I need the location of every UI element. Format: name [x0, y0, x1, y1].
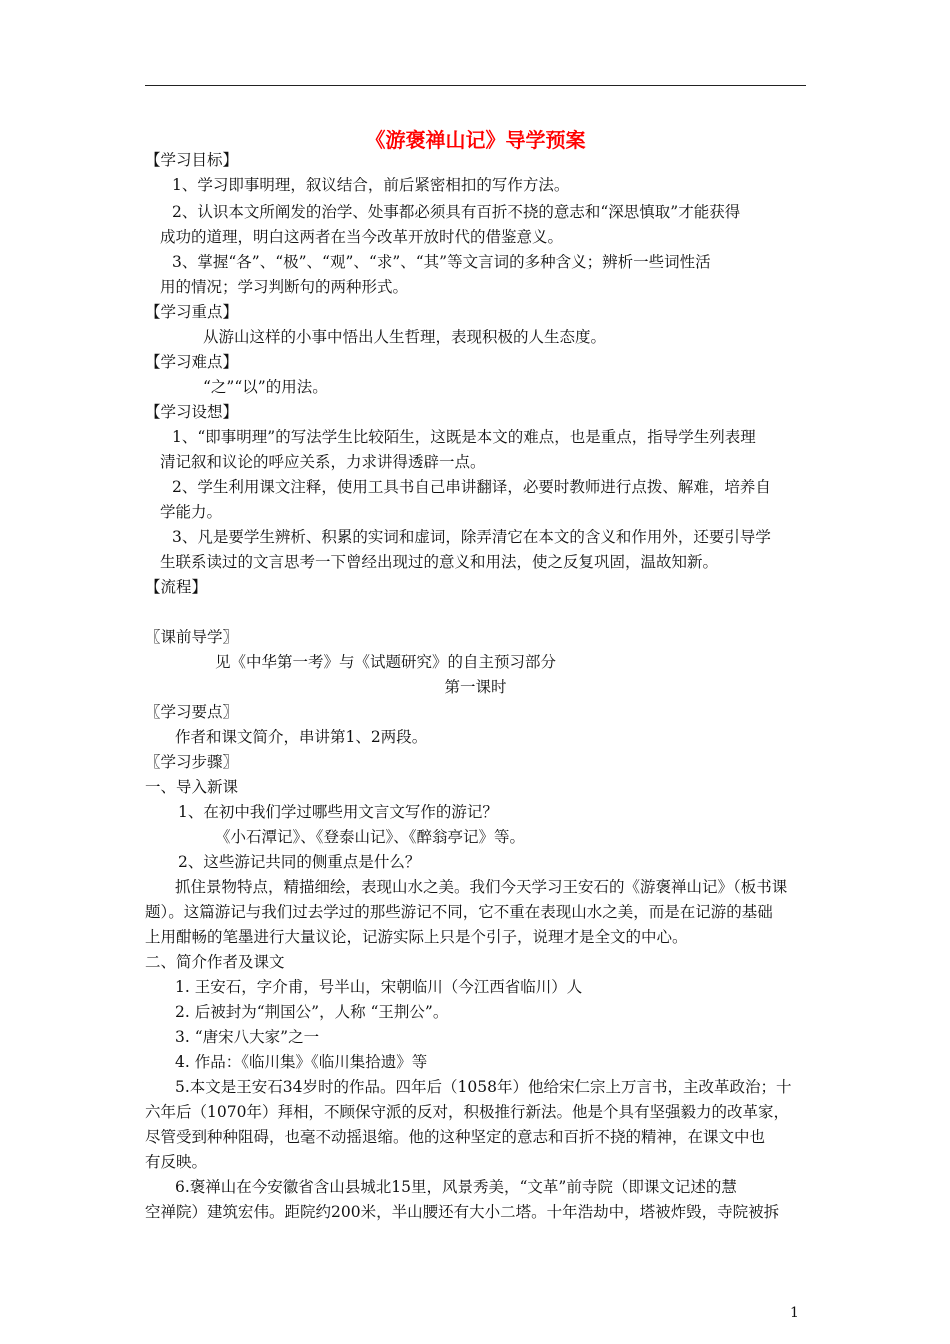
- section-heading-process: 【流程】: [145, 578, 208, 596]
- author-item-5-cont-3: 有反映。: [145, 1153, 208, 1171]
- lesson-heading: 第一课时: [444, 678, 507, 696]
- objective-1: 1、学习即事明理，叙议结合，前后紧密相扣的写作方法。: [172, 176, 570, 194]
- design-3: 3、凡是要学生辨析、积累的实词和虚词，除弄清它在本文的含义和作用外，还要引导学: [172, 528, 771, 546]
- design-2: 2、学生利用课文注释，使用工具书自己串讲翻译，必要时教师进行点拨、解难，培养自: [172, 478, 771, 496]
- author-item-6-cont: 空禅院）建筑宏伟。距院约200米，半山腰还有大小二塔。十年浩劫中，塔被炸毁，寺院被拆: [145, 1203, 780, 1221]
- author-item-5-cont-2: 尽管受到种种阻碍，也毫不动摇退缩。他的这种坚定的意志和百折不挠的精神，在课文中也: [145, 1128, 766, 1146]
- design-2-cont: 学能力。: [160, 503, 223, 521]
- author-item-6: 6.褒禅山在今安徽省含山县城北15里，风景秀美，“文革”前寺院（即课文记述的慧: [175, 1178, 737, 1196]
- author-item-5: 5.本文是王安石34岁时的作品。四年后（1058年）他给宋仁宗上万言书，主改革政治；十: [175, 1078, 792, 1096]
- document-title: 《游褒禅山记》导学预案: [365, 128, 586, 152]
- preview-text: 见《中华第一考》与《试题研究》的自主预习部分: [215, 653, 557, 671]
- step-1-answer-2-cont: 题）。这篇游记与我们过去学过的那些游记不同，它不重在表现山水之美，而是在记游的基础: [145, 903, 773, 921]
- subheading-steps: 〖学习步骤〗: [145, 753, 239, 771]
- objective-3: 3、掌握“各”、“极”、“观”、“求”、“其”等文言词的多种含义；辨析一些词性活: [172, 253, 711, 271]
- author-item-1: 1. 王安石，字介甫，号半山，宋朝临川（今江西省临川）人: [175, 978, 583, 996]
- page-number: 1: [790, 1305, 799, 1321]
- key-points-text: 作者和课文简介，串讲第1、2两段。: [175, 728, 428, 746]
- section-heading-objectives: 【学习目标】: [145, 151, 239, 169]
- step-1-answer-2: 抓住景物特点，精描细绘，表现山水之美。我们今天学习王安石的《游褒禅山记》（板书课: [175, 878, 788, 896]
- design-1-cont: 清记叙和议论的呼应关系，力求讲得透辟一点。: [160, 453, 486, 471]
- objective-2-cont: 成功的道理，明白这两者在当今改革开放时代的借鉴意义。: [160, 228, 564, 246]
- step-2-heading: 二、简介作者及课文: [145, 953, 285, 971]
- focus-text: 从游山这样的小事中悟出人生哲理，表现积极的人生态度。: [203, 328, 607, 346]
- author-item-2: 2. 后被封为“荆国公”，人称 “王荆公”。: [175, 1003, 449, 1021]
- author-item-3: 3. “唐宋八大家”之一: [175, 1028, 320, 1046]
- subheading-preview: 〖课前导学〗: [145, 628, 239, 646]
- objective-2: 2、认识本文所阐发的治学、处事都必须具有百折不挠的意志和“深思慎取”才能获得: [172, 203, 741, 221]
- header-rule: [145, 85, 806, 86]
- step-1-heading: 一、导入新课: [145, 778, 239, 796]
- step-1-answer-2-cont-2: 上用酣畅的笔墨进行大量议论，记游实际上只是个引子，说理才是全文的中心。: [145, 928, 688, 946]
- step-1-answer-1: 《小石潭记》、《登泰山记》、《醉翁亭记》等。: [215, 828, 526, 846]
- author-item-5-cont-1: 六年后（1070年）拜相，不顾保守派的反对，积极推行新法。他是个具有坚强毅力的改革家，: [145, 1103, 789, 1121]
- subheading-key-points: 〖学习要点〗: [145, 703, 239, 721]
- objective-3-cont: 用的情况；学习判断句的两种形式。: [160, 278, 409, 296]
- design-1: 1、“即事明理”的写法学生比较陌生，这既是本文的难点，也是重点，指导学生列表理: [172, 428, 756, 446]
- section-heading-focus: 【学习重点】: [145, 303, 239, 321]
- section-heading-design: 【学习设想】: [145, 403, 239, 421]
- author-item-4: 4. 作品：《临川集》《临川集拾遗》等: [175, 1053, 428, 1071]
- design-3-cont: 生联系读过的文言思考一下曾经出现过的意义和用法，使之反复巩固，温故知新。: [160, 553, 719, 571]
- step-1-question-1: 1、在初中我们学过哪些用文言文写作的游记？: [178, 803, 498, 821]
- difficulty-text: “之”“以”的用法。: [203, 378, 328, 396]
- step-1-question-2: 2、这些游记共同的侧重点是什么？: [178, 853, 421, 871]
- section-heading-difficulty: 【学习难点】: [145, 353, 239, 371]
